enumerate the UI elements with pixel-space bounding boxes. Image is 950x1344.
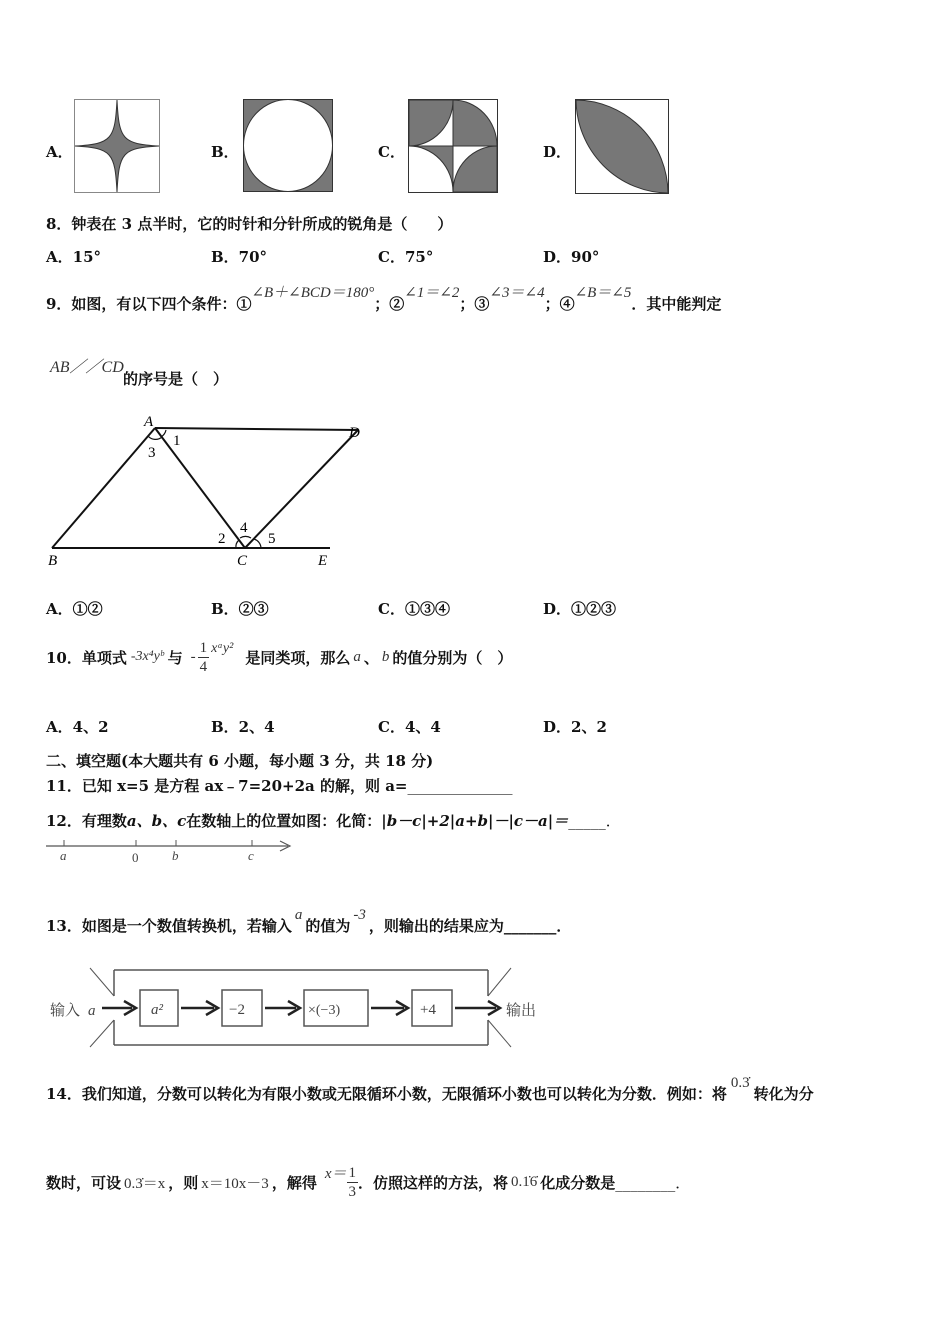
q9-sep-4: ；④ xyxy=(544,295,575,313)
q9-sep-3: ；③ xyxy=(459,295,490,313)
circle-in-square-figure xyxy=(243,99,333,192)
q12-prefix: 12．有理数 xyxy=(46,812,127,830)
q9-condition-1: ∠B＋∠BCD＝180° xyxy=(251,285,375,301)
q10-minus: - xyxy=(190,648,196,665)
q10-stem xyxy=(46,632,512,682)
q14-line2-mid1: ，则 xyxy=(168,1173,199,1192)
q7-option-d-label: D． xyxy=(543,143,572,161)
q14-line2-mid2: ，解得 xyxy=(271,1173,317,1192)
q9-fig-label-b: B xyxy=(48,553,58,569)
q8-option-b: B．70° xyxy=(211,248,268,266)
q14-line2-math2: x＝10x－3 xyxy=(201,1175,269,1192)
section-2-heading: 二、填空题(本大题共有 6 小题，每小题 3 分，共 18 分) xyxy=(46,752,434,770)
q12-stem xyxy=(46,810,621,831)
q14-line1-text: 14．我们知道，分数可以转化为有限小数或无限循环小数，无限循环小数也可以转化为分数．例如：将 xyxy=(46,1085,727,1103)
q12-axis-label-b: b xyxy=(172,848,179,863)
q9-fig-label-e: E xyxy=(318,553,328,569)
q13-prefix: 13．如图是一个数值转换机，若输入 xyxy=(46,917,292,935)
q11-stem xyxy=(46,775,513,796)
q14-line2-mid3: ．仿照这样的方法，将 xyxy=(358,1173,509,1192)
q9-condition-3: ∠3＝∠4 xyxy=(489,285,545,301)
q12-blank: _____． xyxy=(568,812,621,830)
q13-step-1: a² xyxy=(151,1002,163,1018)
q9-fig-label-3: 3 xyxy=(148,445,156,461)
q14-line2-start: 数时，可设 xyxy=(46,1173,122,1192)
q9-geometry-figure xyxy=(40,410,370,570)
q12-expression: |b－c|+2|a+b|－|c－a|＝ xyxy=(381,812,569,830)
q14-line1-math: 0.3̇ xyxy=(730,1075,750,1091)
q10-monomial-2: xᵃy² xyxy=(211,641,234,656)
q12-vars: a、b、c xyxy=(126,812,187,830)
q9-option-a: A．①② xyxy=(46,600,103,618)
q14-line-1 xyxy=(46,1075,814,1104)
q13-step-3: ×(−3) xyxy=(308,1003,341,1018)
q12-mid: 在数轴上的位置如图：化简： xyxy=(186,812,382,830)
q10-option-b: B．2、4 xyxy=(211,718,275,736)
q12-axis-label-c: c xyxy=(248,848,254,863)
q9-stem-line2: 的序号是（ ） xyxy=(123,370,229,388)
q11-text: 11．已知 x=5 是方程 ax﹣7=20+2a 的解，则 a= xyxy=(46,777,408,795)
q9-option-d: D．①②③ xyxy=(543,600,617,618)
q8-option-c: C．75° xyxy=(378,248,434,266)
q13-mid: 的值为 xyxy=(305,917,351,935)
q9-fig-label-5: 5 xyxy=(268,531,276,547)
q10-monomial-1: -3x⁴yᵇ xyxy=(130,649,164,664)
q8-stem: 8．钟表在 3 点半时，它的时针和分针所成的锐角是（ ） xyxy=(46,215,453,233)
q11-blank: ______________ xyxy=(407,777,513,795)
q10-option-a: A．4、2 xyxy=(46,718,109,736)
q12-number-line xyxy=(44,836,294,866)
q7-option-a-label: A． xyxy=(46,143,73,161)
q9-condition-2: ∠1＝∠2 xyxy=(404,285,460,301)
q14-line2-math3: 0.1̇6̇ xyxy=(511,1173,538,1190)
q9-parallel-notation: AB／／CD xyxy=(50,359,124,376)
q10-option-c: C．4、4 xyxy=(378,718,441,736)
q9-option-b: B．②③ xyxy=(211,600,269,618)
q14-line-2 xyxy=(46,1158,690,1206)
q14-line2-math1: 0.3̇＝x xyxy=(124,1175,166,1192)
q13-end: ，则输出的结果应为_______． xyxy=(368,917,572,935)
q9-prefix: 9．如图，有以下四个条件：① xyxy=(46,295,252,313)
q13-output-label: 输出 xyxy=(506,1003,537,1019)
q13-input-var: a xyxy=(88,1003,96,1019)
q10-comma: 、 xyxy=(363,648,379,667)
q9-option-c: C．①③④ xyxy=(378,600,450,618)
q8-option-d: D．90° xyxy=(543,248,600,266)
q13-conversion-machine xyxy=(48,965,548,1051)
q9-stem xyxy=(46,285,722,314)
lens-in-square-figure xyxy=(575,99,669,194)
q9-fig-label-a: A xyxy=(144,414,154,430)
q9-suffix: ．其中能判定 xyxy=(631,295,722,313)
q9-condition-4: ∠B＝∠5 xyxy=(574,285,632,301)
q10-mid: 与 xyxy=(167,648,183,667)
q10-mid2: 是同类项，那么 xyxy=(245,648,351,667)
q13-step-2: −2 xyxy=(229,1002,245,1018)
q7-option-b-label: B． xyxy=(211,143,239,161)
q14-fraction: $\frac{1}{3}$ xyxy=(348,1164,356,1200)
four-point-star-figure xyxy=(74,99,160,193)
q10-option-d: D．2、2 xyxy=(543,718,607,736)
q9-fig-label-4: 4 xyxy=(240,520,248,536)
q13-var-a: a xyxy=(294,907,303,923)
q8-option-a: A．15° xyxy=(46,248,102,266)
q14-line2-end: 化成分数是 xyxy=(540,1173,616,1192)
q14-blank: ________． xyxy=(615,1173,691,1192)
q12-axis-label-a: a xyxy=(60,848,67,863)
q9-fig-label-1: 1 xyxy=(173,433,181,449)
q13-input-label: 输入 xyxy=(50,1003,81,1019)
q10-var-b: b xyxy=(381,648,390,665)
pinwheel-quarter-circles-figure xyxy=(408,99,498,193)
q9-fig-label-2: 2 xyxy=(218,531,226,547)
q10-var-a: a xyxy=(353,648,361,665)
q10-end: 的值分别为（ ） xyxy=(392,648,513,667)
q13-value: -3 xyxy=(353,907,366,923)
q10-fraction: $\frac{1}{4}$ xyxy=(199,639,208,675)
q13-step-4: +4 xyxy=(420,1002,436,1018)
q10-prefix: 10．单项式 xyxy=(46,648,127,667)
q12-axis-label-0: 0 xyxy=(132,850,139,865)
q9-fig-label-d: D xyxy=(349,425,360,441)
q7-option-c-label: C． xyxy=(378,143,405,161)
q14-line2-x: x＝ xyxy=(324,1165,347,1182)
q14-line1-end: 转化为分 xyxy=(753,1085,814,1103)
q9-sep-2: ；② xyxy=(374,295,405,313)
q13-stem xyxy=(46,907,572,936)
q9-fig-label-c: C xyxy=(237,553,248,569)
